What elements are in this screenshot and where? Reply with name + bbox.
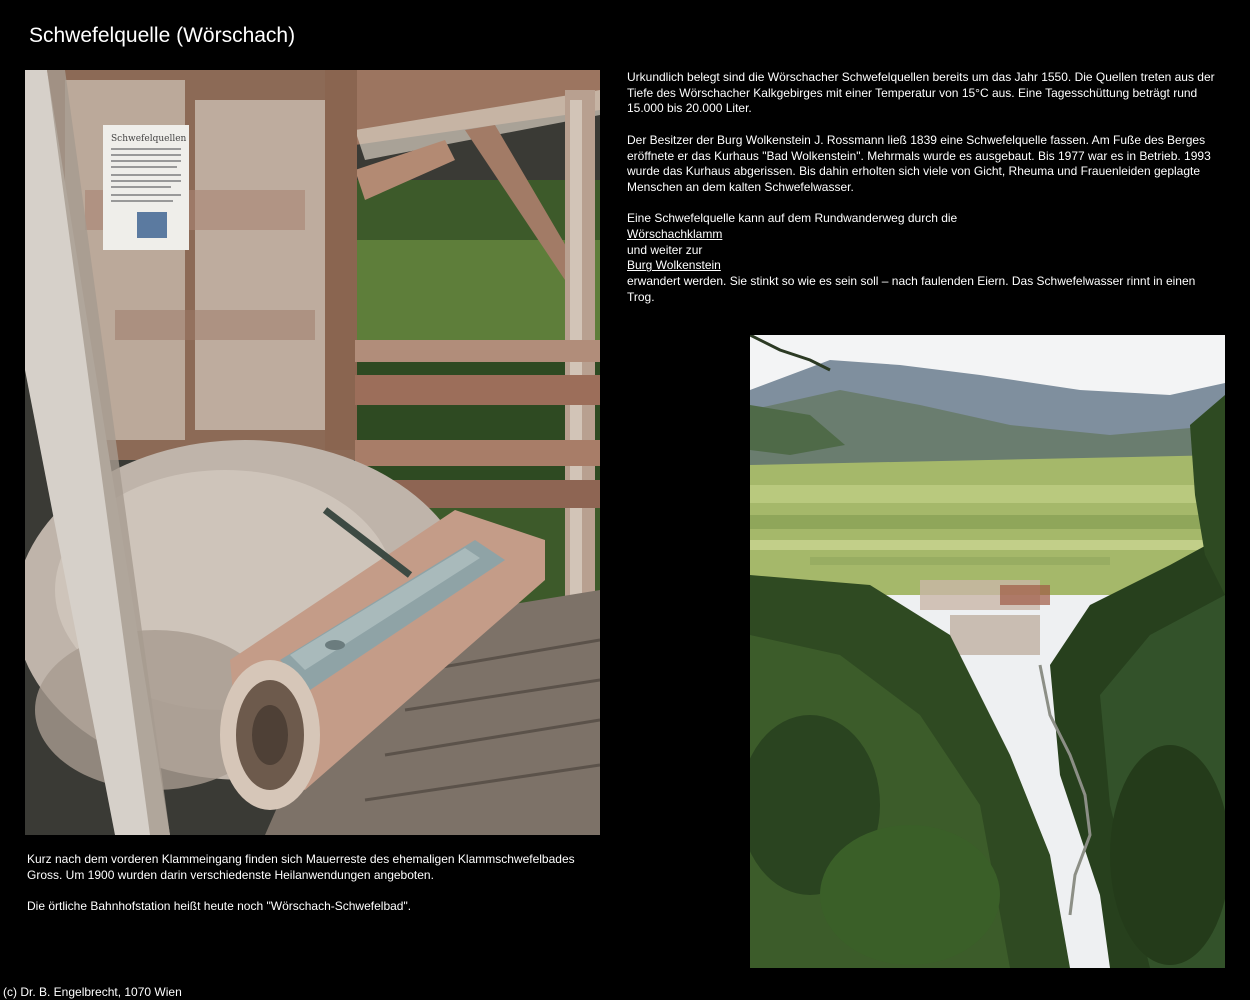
hike-intro-text: Eine Schwefelquelle kann auf dem Rundwanderweg durch die [627,211,958,226]
description-text [627,70,1217,321]
copyright-footer: (c) Dr. B. Engelbrecht, 1070 Wien [3,985,182,999]
valley-view-photo[interactable] [750,335,1225,968]
spring-trough-photo[interactable] [25,70,600,835]
caption-paragraph-2: Die örtliche Bahnhofstation heißt heute noch "Wörschach-Schwefelbad". [27,899,412,914]
page-title: Schwefelquelle (Wörschach) [29,24,296,47]
hike-end-text: erwandert werden. Sie stinkt so wie es sein soll – nach faulenden Eiern. Das Schwefelwasser rinnt in einen Trog. [627,274,1196,304]
description-paragraph-1: Urkundlich belegt sind die Wörschacher Schwefelquellen bereits um das Jahr 1550. Die Quellen treten aus der Tiefe des Wörschacher Kalkgebirges mit einer Temperatur von 15°C aus. Eine Tagesschüttung beträgt rund 15.000 bis 20.000 Liter. [627,70,1215,116]
sign-title: Schwefelquellen [111,134,187,144]
woerschachklamm-link[interactable]: Wörschachklamm [627,227,723,241]
burg-wolkenstein-link[interactable]: Burg Wolkenstein [627,258,721,273]
hike-middle-text: und weiter zur [627,242,703,257]
description-paragraph-2: Der Besitzer der Burg Wolkenstein J. Rossmann ließ 1839 eine Schwefelquelle fassen. Am Fuße des Berges eröffnete er das Kurhaus "Bad Wolkenstein". Mehrmals wurde es ausgebaut. Bis 1977 war es in Betrieb. 1993 wurde das Kurhaus abgerissen. Bis dahin erholten sich viele von Gicht, Rheuma und Frauenleiden geplagte Menschen an dem kalten Schwefelwasser. [627,132,1211,194]
description-paragraph-3 [627,211,1217,305]
photo-caption [27,852,597,930]
caption-paragraph-1: Kurz nach dem vorderen Klammeingang finden sich Mauerreste des ehemaligen Klammschwefelbades Gross. Um 1900 wurden darin verschiedenste Heilanwendungen angeboten. [27,852,575,882]
